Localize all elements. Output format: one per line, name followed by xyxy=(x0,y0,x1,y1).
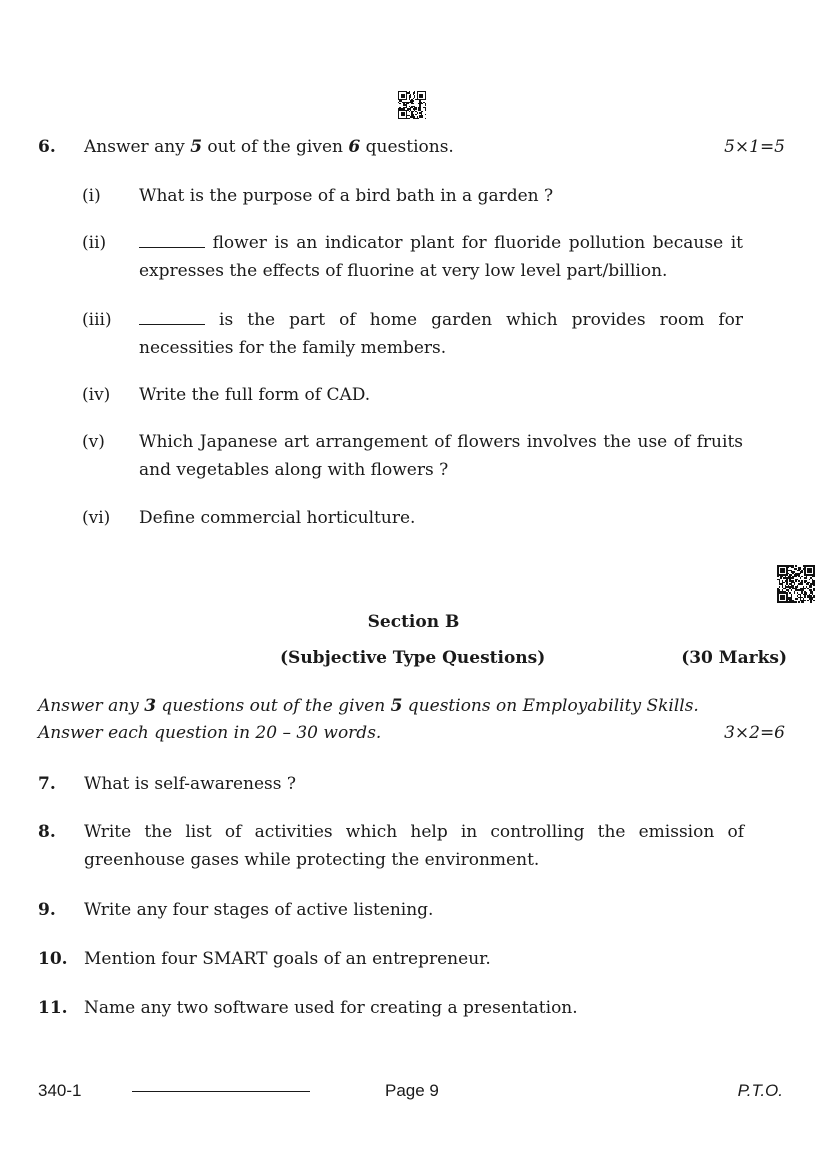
question-text: Name any two software used for creating a presentation. xyxy=(84,998,578,1018)
sub-question-text: Write the full form of CAD. xyxy=(139,385,371,405)
instruction-text: Answer any xyxy=(38,696,145,716)
sub-question-body: flower is an indicator plant for fluoride pollution because it expresses the effects of fluorine at very low level part/billion. xyxy=(139,233,743,281)
top-qr-code-icon xyxy=(398,91,426,119)
paper-code: 340-1 xyxy=(38,1081,82,1100)
answer-blank xyxy=(139,233,205,248)
side-qr-code-icon xyxy=(777,565,815,603)
section-title: Section B xyxy=(367,612,460,632)
question-text: Mention four SMART goals of an entrepreneur. xyxy=(84,949,491,969)
answer-blank xyxy=(139,310,205,325)
instruction-text: out of the given xyxy=(202,137,349,157)
section-total-marks: (30 Marks) xyxy=(681,648,787,668)
question-number: 9. xyxy=(38,900,56,920)
page-number: Page 9 xyxy=(385,1081,439,1100)
question-number: 7. xyxy=(38,774,56,794)
instruction-text: questions on Employability Skills. xyxy=(402,696,699,716)
section-subtitle: (Subjective Type Questions) xyxy=(280,648,546,668)
instruction-text: questions out of the given xyxy=(156,696,391,716)
question-6-instruction xyxy=(84,137,454,157)
sub-question-label: (i) xyxy=(82,186,101,206)
sub-question-label: (v) xyxy=(82,432,105,452)
question-6-marks: 5×1=5 xyxy=(724,137,785,157)
question-number: 11. xyxy=(38,998,68,1018)
instruction-number: 5 xyxy=(190,137,203,157)
section-instruction-line-2: Answer each question in 20 – 30 words. xyxy=(38,723,382,743)
sub-question-label: (iii) xyxy=(82,310,112,330)
sub-question-label: (ii) xyxy=(82,233,107,253)
please-turn-over: P.T.O. xyxy=(737,1081,783,1100)
sub-question-text: Which Japanese art arrangement of flowers involves the use of fruits and vegetables along with flowers ? xyxy=(139,432,743,480)
section-instruction-marks: 3×2=6 xyxy=(724,723,785,743)
sub-question-text xyxy=(139,229,743,285)
sub-question-text: What is the purpose of a bird bath in a garden ? xyxy=(139,186,554,206)
instruction-text: Answer any xyxy=(84,137,191,157)
question-number: 8. xyxy=(38,822,56,842)
question-text: What is self-awareness ? xyxy=(84,774,296,794)
sub-question-label: (vi) xyxy=(82,508,111,528)
instruction-number: 5 xyxy=(390,696,403,716)
instruction-number: 3 xyxy=(144,696,157,716)
question-number: 6. xyxy=(38,137,56,157)
sub-question-body: is the part of home garden which provides room for necessities for the family members. xyxy=(139,310,743,358)
footer-divider xyxy=(132,1091,310,1092)
question-text: Write any four stages of active listening. xyxy=(84,900,434,920)
sub-question-text xyxy=(139,306,743,362)
question-text: Write the list of activities which help in controlling the emission of greenhouse gases while protecting the environment. xyxy=(84,822,744,870)
instruction-text: questions. xyxy=(360,137,454,157)
section-instruction-line-1 xyxy=(38,696,788,716)
question-number: 10. xyxy=(38,949,68,969)
instruction-number: 6 xyxy=(348,137,361,157)
sub-question-text: Define commercial horticulture. xyxy=(139,508,416,528)
sub-question-label: (iv) xyxy=(82,385,111,405)
